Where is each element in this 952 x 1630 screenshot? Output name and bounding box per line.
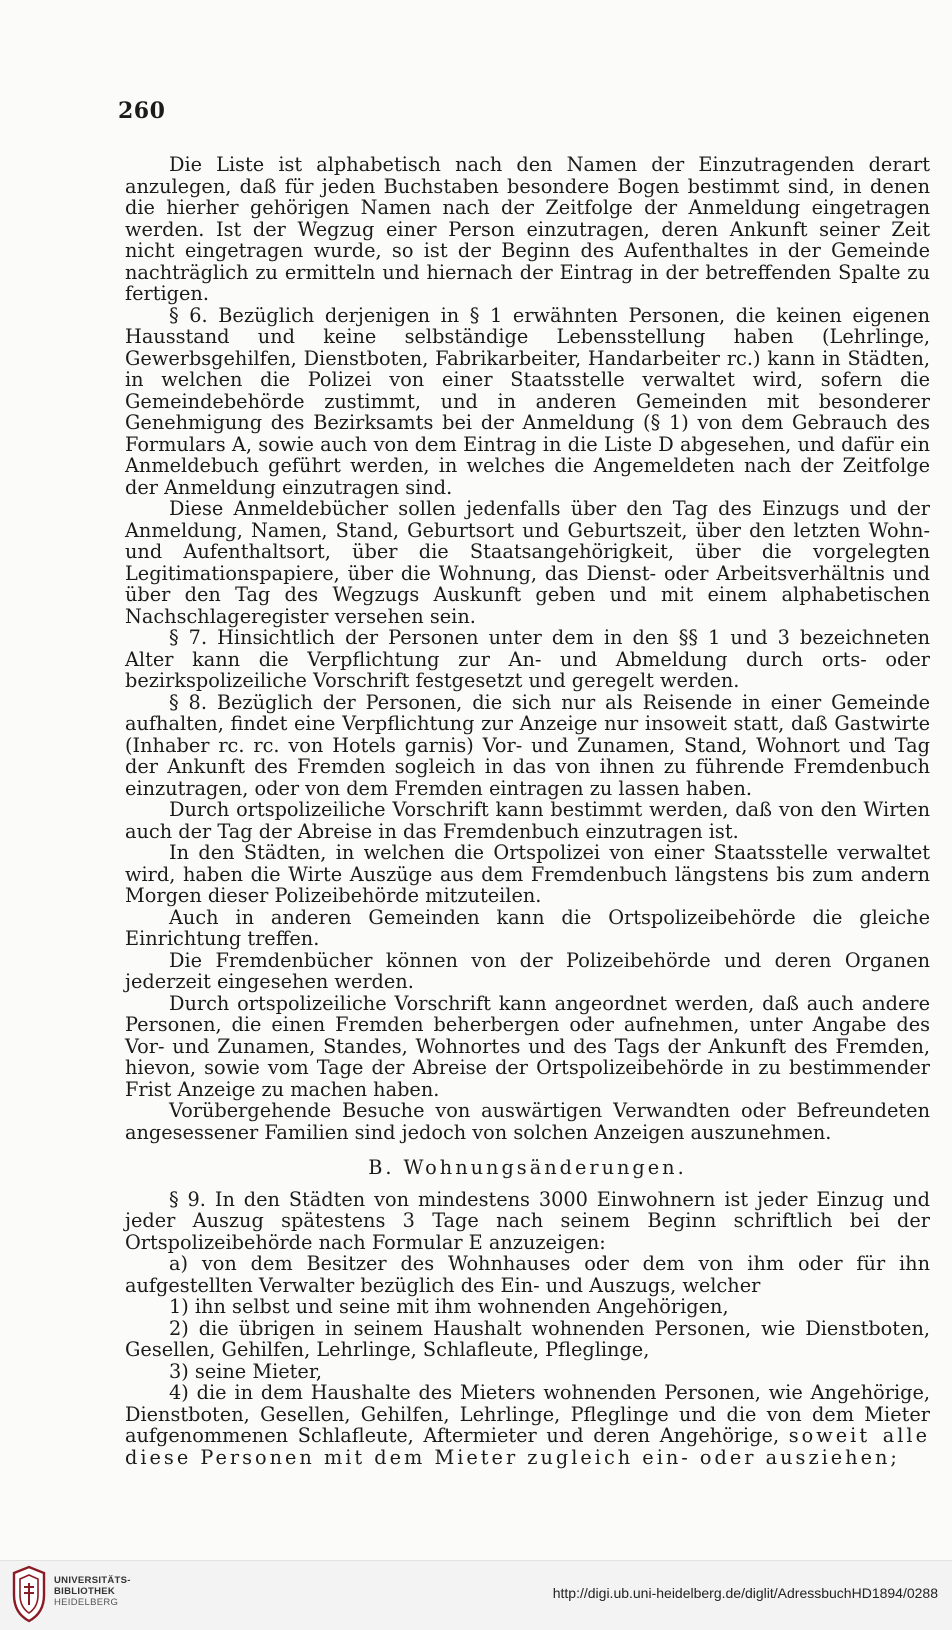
- body-text: [125, 154, 930, 1468]
- list-item: 3) seine Mieter,: [169, 1359, 323, 1383]
- page-number: 260: [118, 98, 166, 124]
- paragraph: § 8. Bezüglich der Personen, die sich nur als Reisende in einer Gemeinde aufhalten, findet eine Verpflichtung zur Anzeige nur insoweit statt, daß Gastwirte (Inhaber rc. rc. von Hotels garnis) Vor- und Zunamen, Stand, Wohnort und Tag der Ankunft des Fremden sogleich in das von ihnen zu führende Fremdenbuch einzutragen, oder von dem Fremden eintragen zu lassen haben.: [125, 690, 930, 800]
- section-heading: B. Wohnungsänderungen.: [368, 1156, 687, 1179]
- paragraph: § 7. Hinsichtlich der Personen unter dem in den §§ 1 und 3 bezeichneten Alter kann die Verpflichtung zur An- und Abmeldung durch orts- oder bezirkspolizeiliche Vorschrift festgesetzt und geregelt werden.: [125, 626, 930, 692]
- paragraph: § 9. In den Städten von mindestens 3000 Einwohnern ist jeder Einzug und jeder Auszug spätestens 3 Tage nach seinem Beginn schriftlich bei der Ortspolizeibehörde nach Formular E anzuzeigen:: [125, 1187, 930, 1254]
- paragraph: Auch in anderen Gemeinden kann die Ortspolizeibehörde die gleiche Einrichtung treffen.: [125, 905, 930, 950]
- library-name-line: HEIDELBERG: [54, 1597, 119, 1608]
- emphasized-text: soweit alle diese Personen mit dem Mieter zugleich ein- oder ausziehen;: [125, 1424, 930, 1469]
- paragraph: Durch ortspolizeiliche Vorschrift kann bestimmt werden, daß von den Wirten auch der Tag der Abreise in das Fremdenbuch einzutragen ist.: [125, 798, 930, 843]
- paragraph: Durch ortspolizeiliche Vorschrift kann angeordnet werden, daß auch andere Personen, die einen Fremden beherbergen oder aufnehmen, unter Angabe des Vor- und Zunamen, Standes, Wohnortes und des Tags der Ankunft des Fremden, hievon, sowie vom Tage der Abreise der Ortspolizeibehörde in zu bestimmender Frist Anzeige zu machen haben.: [125, 991, 930, 1101]
- paragraph: Diese Anmeldebücher sollen jedenfalls über den Tag des Einzugs und der Anmeldung, Namen, Stand, Geburtsort und Geburtszeit, über den letzten Wohn- und Aufenthaltsort, über die Staatsangehörigkeit, über die vorgelegten Legitimationspapiere, über die Wohnung, das Dienst- oder Arbeitsverhältnis und über den Tag des Wegzugs Auskunft geben und mit einem alphabetischen Nachschlageregister versehen sein.: [125, 497, 930, 628]
- list-item-text: 4) die in dem Haushalte des Mieters wohnenden Personen, wie Angehörige, Dienstboten, Gesellen, Gehilfen, Lehrlinge, Pfleglinge und die von dem Mieter aufgenommenen Schlafleute, Aftermieter und deren Angehörige,: [125, 1381, 930, 1447]
- library-name-line: BIBLIOTHEK: [54, 1586, 116, 1597]
- paragraph: Die Fremdenbücher können von der Polizeibehörde und deren Organen jederzeit eingesehen werden.: [125, 948, 930, 993]
- list-item: 2) die übrigen in seinem Haushalt wohnenden Personen, wie Dienstboten, Gesellen, Gehilfen, Lehrlinge, Schlafleute, Pfleglinge,: [125, 1316, 930, 1361]
- list-item: 1) ihn selbst und seine mit ihm wohnenden Angehörigen,: [169, 1295, 729, 1318]
- list-item: [125, 1382, 930, 1468]
- source-url-link[interactable]: http://digi.ub.uni-heidelberg.de/diglit/AdressbuchHD1894/0288: [552, 1585, 938, 1601]
- paragraph: Vorübergehende Besuche von auswärtigen Verwandten oder Befreundeten angesessener Familien sind jedoch von solchen Anzeigen auszunehmen.: [125, 1099, 930, 1144]
- library-name: [54, 1575, 131, 1608]
- library-name-line: UNIVERSITÄTS-: [54, 1575, 131, 1586]
- university-seal-icon: [10, 1565, 48, 1623]
- list-item: a) von dem Besitzer des Wohnhauses oder dem von ihm oder für ihn aufgestellten Verwalter bezüglich des Ein- und Auszugs, welcher: [125, 1252, 930, 1297]
- paragraph: Die Liste ist alphabetisch nach den Namen der Einzutragenden derart anzulegen, daß für jeden Buchstaben besondere Bogen bestimmt sind, in denen die hierher gehörigen Namen nach der Zeitfolge der Anmeldung eingetragen werden. Ist der Wegzug einer Person einzutragen, deren Ankunft seiner Zeit nicht eingetragen wurde, so ist der Beginn des Aufenthaltes in der Gemeinde nachträglich zu ermitteln und hiernach der Eintrag in der betreffenden Spalte zu fertigen.: [125, 153, 930, 305]
- paragraph: In den Städten, in welchen die Ortspolizei von einer Staatsstelle verwaltet wird, haben die Wirte Auszüge aus dem Fremdenbuch längstens bis zum andern Morgen dieser Polizeibehörde mitzuteilen.: [125, 841, 930, 907]
- paragraph: § 6. Bezüglich derjenigen in § 1 erwähnten Personen, die keinen eigenen Hausstand und keine selbständige Lebensstellung haben (Lehrlinge, Gewerbsgehilfen, Dienstboten, Fabrikarbeiter, Handarbeiter rc.) kann in Städten, in welchen die Polizei von einer Staatsstelle verwaltet wird, sofern die Gemeindebehörde zustimmt, und in anderen Gemeinden mit besonderer Genehmigung des Bezirksamts bei der Anmeldung (§ 1) von dem Gebrauch des Formulars A, sowie auch von dem Eintrag in die Liste D abgesehen, und dafür ein Anmeldebuch geführt werden, in welches die Angemeldeten nach der Zeitfolge der Anmeldung einzutragen sind.: [125, 303, 930, 499]
